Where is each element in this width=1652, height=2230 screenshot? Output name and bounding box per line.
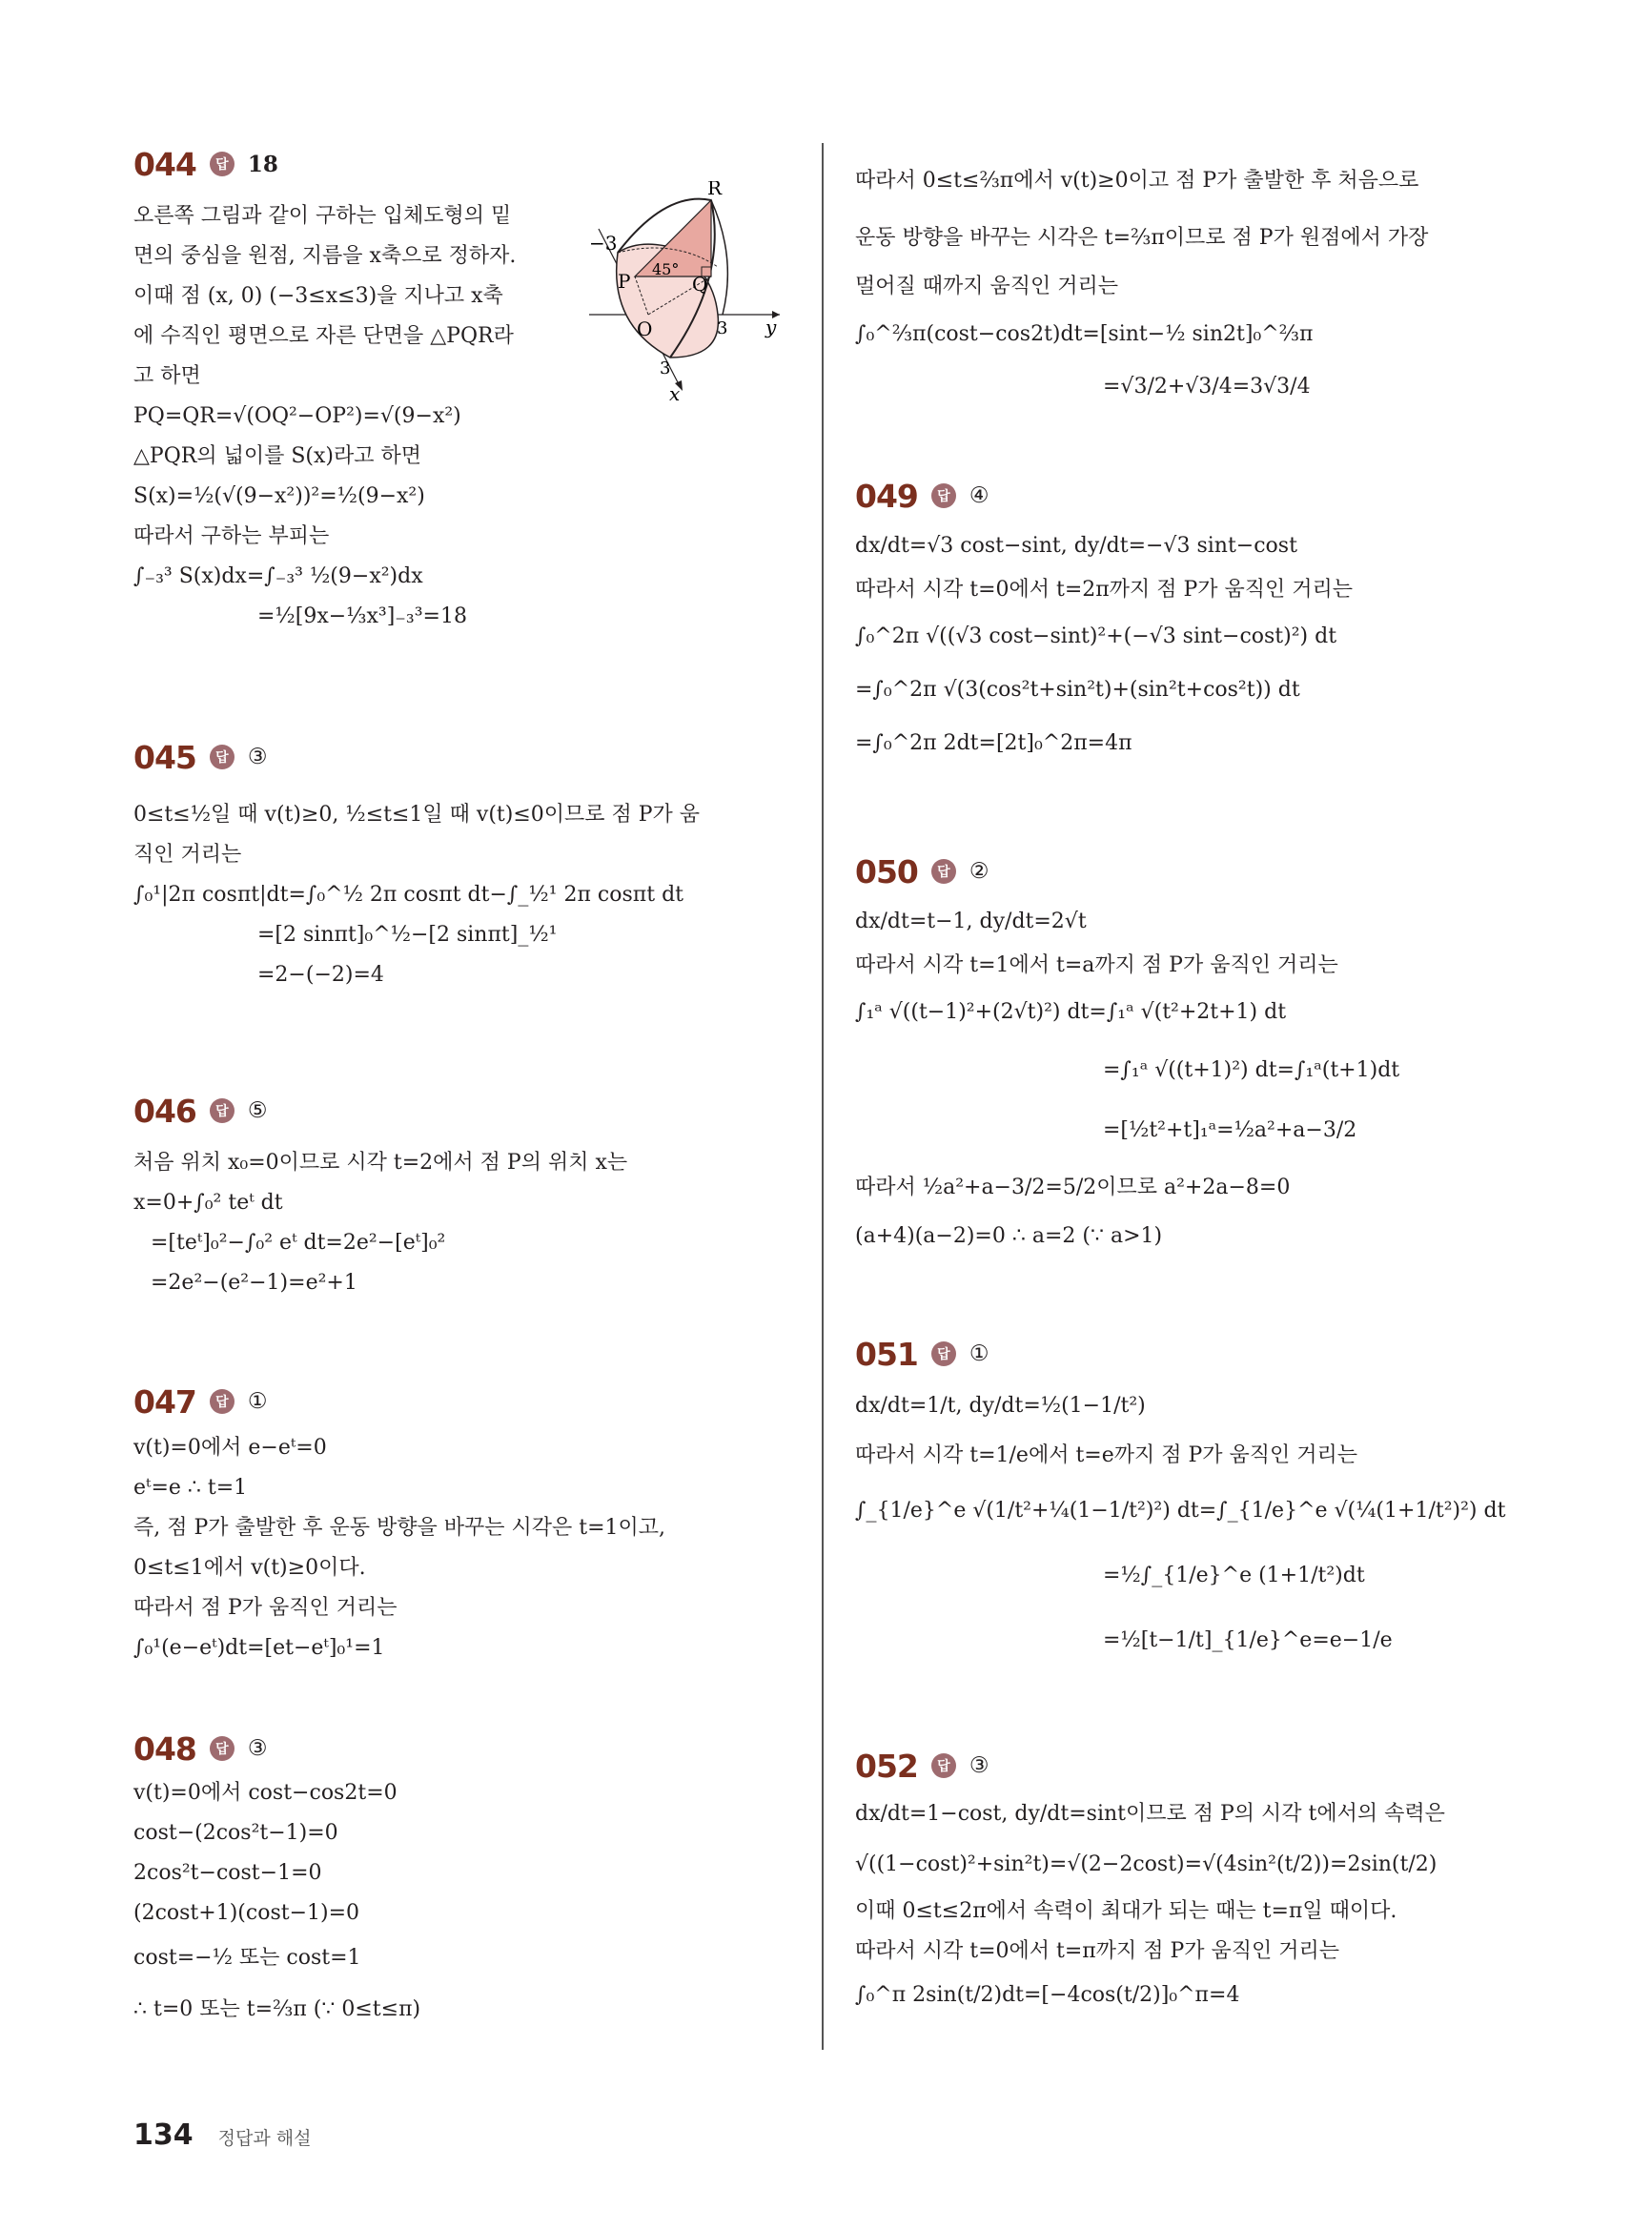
solution-line: ∫₁ᵃ √((t−1)²+(2√t)²) dt=∫₁ᵃ √(t²+2t+1) dt <box>855 1000 1287 1024</box>
solution-line: ∫₀^π 2sin(t/2)dt=[−4cos(t/2)]₀^π=4 <box>855 1983 1240 2007</box>
solution-line: ∫₀^2π √((√3 cost−sint)²+(−√3 sint−cost)²) dt <box>855 624 1337 648</box>
problem-number: 045 <box>133 738 196 776</box>
solid-cross-section-figure <box>589 181 789 400</box>
solution-line: v(t)=0에서 cost−cos2t=0 <box>133 1781 398 1805</box>
problem-header <box>133 143 791 185</box>
solution-line: 처음 위치 x₀=0이므로 시각 t=2에서 점 P의 위치 x는 <box>133 1151 628 1175</box>
solution-line: 따라서 시각 t=0에서 t=2π까지 점 P가 움직인 거리는 <box>855 578 1354 602</box>
solution-line: 직인 거리는 <box>133 843 242 867</box>
solution-line: =½[t−1/t]_{1/e}^e=e−1/e <box>1103 1628 1393 1652</box>
label-3-x: 3 <box>660 358 671 378</box>
solution-line: 따라서 점 P가 움직인 거리는 <box>133 1596 398 1620</box>
solution-line: 고 하면 <box>133 364 201 388</box>
solution-line: 따라서 시각 t=0에서 t=π까지 점 P가 움직인 거리는 <box>855 1939 1340 1963</box>
problem-number: 046 <box>133 1092 196 1130</box>
problem-048-continued <box>855 153 1541 412</box>
solution-line: =∫₀^2π √(3(cos²t+sin²t)+(sin²t+cos²t)) dt <box>855 678 1300 702</box>
solution-line: 따라서 ½a²+a−3/2=5/2이므로 a²+2a−8=0 <box>855 1176 1291 1199</box>
solution-line: 오른쪽 그림과 같이 구하는 입체도형의 밑 <box>133 204 512 228</box>
solution-line: =½∫_{1/e}^e (1+1/t²)dt <box>1103 1564 1365 1587</box>
solution-line: dx/dt=1/t, dy/dt=½(1−1/t²) <box>855 1394 1146 1418</box>
solution-line: =½[9x−⅓x³]₋₃³=18 <box>257 604 467 628</box>
label-y: y <box>765 316 777 338</box>
answer-value: ⑤ <box>247 1098 268 1123</box>
answer-badge: 답 <box>931 483 956 508</box>
problem-header <box>133 1381 791 1422</box>
footer-title: 정답과 해설 <box>217 2128 312 2149</box>
problem-header <box>133 1728 791 1770</box>
solution-line: PQ=QR=√(OQ²−OP²)=√(9−x²) <box>133 404 461 428</box>
problem-051 <box>855 1333 1541 1672</box>
solution-line: ∴ t=0 또는 t=⅔π (∵ 0≤t≤π) <box>133 1997 421 2021</box>
solution-line: 즉, 점 P가 출발한 후 운동 방향을 바꾸는 시각은 t=1이고, <box>133 1516 666 1540</box>
label-r: R <box>707 181 723 199</box>
page-number: 134 <box>133 2118 194 2152</box>
solution-line: 따라서 구하는 부피는 <box>133 524 330 548</box>
solution-line: =∫₀^2π 2dt=[2t]₀^2π=4π <box>855 731 1132 755</box>
solution-line: (2cost+1)(cost−1)=0 <box>133 1901 360 1925</box>
problem-number: 051 <box>855 1335 918 1373</box>
problem-047 <box>133 1381 791 1668</box>
answer-value: ④ <box>969 483 989 508</box>
solution-line: cost−(2cos²t−1)=0 <box>133 1821 338 1845</box>
label-angle: 45° <box>652 260 680 278</box>
solution-line: =2−(−2)=4 <box>257 963 384 987</box>
problem-header <box>855 1745 1541 1787</box>
label-minus3: −3 <box>589 232 618 255</box>
answer-value: ② <box>969 859 989 884</box>
label-o: O <box>637 317 653 340</box>
label-q: Q <box>692 273 708 296</box>
answer-value: ① <box>247 1389 268 1414</box>
answer-badge: 답 <box>210 745 235 769</box>
solution-line: v(t)=0에서 e−eᵗ=0 <box>133 1436 327 1460</box>
problem-number: 047 <box>133 1382 196 1421</box>
answer-badge: 답 <box>210 1389 235 1414</box>
label-3-y: 3 <box>717 318 728 338</box>
solution-line: eᵗ=e ∴ t=1 <box>133 1476 248 1500</box>
solution-line: dx/dt=√3 cost−sint, dy/dt=−√3 sint−cost <box>855 534 1297 558</box>
solution-line: 따라서 0≤t≤⅔π에서 v(t)≥0이고 점 P가 출발한 후 처음으로 <box>855 169 1419 193</box>
problem-header <box>133 1090 791 1132</box>
problem-number: 049 <box>855 477 918 515</box>
answer-value: ① <box>969 1341 989 1366</box>
answer-value: ③ <box>247 1736 268 1761</box>
solution-line: 운동 방향을 바꾸는 시각은 t=⅔π이므로 점 P가 원점에서 가장 <box>855 226 1429 250</box>
problem-045 <box>133 736 791 995</box>
solution-line: =∫₁ᵃ √((t+1)²) dt=∫₁ᵃ(t+1)dt <box>1103 1058 1400 1082</box>
problem-number: 048 <box>133 1729 196 1768</box>
answer-value: ③ <box>247 745 268 769</box>
solution-line: 따라서 시각 t=1에서 t=a까지 점 P가 움직인 거리는 <box>855 953 1338 977</box>
answer-badge: 답 <box>210 1736 235 1761</box>
solution-line: x=0+∫₀² teᵗ dt <box>133 1191 283 1215</box>
solution-line: 0≤t≤½일 때 v(t)≥0, ½≤t≤1일 때 v(t)≤0이므로 점 P가 움 <box>133 803 701 827</box>
solution-line: (a+4)(a−2)=0 ∴ a=2 (∵ a>1) <box>855 1224 1163 1248</box>
problem-header <box>855 850 1541 892</box>
problem-050 <box>855 850 1541 1257</box>
answer-value: 18 <box>247 151 278 177</box>
solution-line: 에 수직인 평면으로 자른 단면을 △PQR라 <box>133 324 514 348</box>
problem-046 <box>133 1090 791 1303</box>
solution-line: 면의 중심을 원점, 지름을 x축으로 정하자. <box>133 244 517 268</box>
solution-line: =[2 sinπt]₀^½−[2 sinπt]_½¹ <box>257 923 558 947</box>
solution-line: 따라서 시각 t=1/e에서 t=e까지 점 P가 움직인 거리는 <box>855 1443 1358 1467</box>
solution-line: 멀어질 때까지 움직인 거리는 <box>855 275 1119 298</box>
answer-badge: 답 <box>931 1753 956 1778</box>
solution-line: S(x)=½(√(9−x²))²=½(9−x²) <box>133 484 425 508</box>
solution-line: cost=−½ 또는 cost=1 <box>133 1946 361 1970</box>
answer-badge: 답 <box>210 152 235 176</box>
solution-line: =2e²−(e²−1)=e²+1 <box>151 1271 357 1295</box>
problem-header <box>133 736 791 778</box>
problem-052 <box>855 1745 1541 2019</box>
problem-044 <box>133 143 791 637</box>
solution-line: 2cos²t−cost−1=0 <box>133 1861 322 1885</box>
solution-line: dx/dt=1−cost, dy/dt=sint이므로 점 P의 시각 t에서의 속력은 <box>855 1802 1445 1826</box>
problem-number: 044 <box>133 145 196 183</box>
solution-line: ∫_{1/e}^e √(1/t²+¼(1−1/t²)²) dt=∫_{1/e}^e √(¼(1+1/t²)²) dt <box>855 1499 1506 1523</box>
solution-line: 0≤t≤1에서 v(t)≥0이다. <box>133 1556 366 1580</box>
problem-048 <box>133 1728 791 2036</box>
solution-line: ∫₀^⅔π(cost−cos2t)dt=[sint−½ sin2t]₀^⅔π <box>855 322 1314 346</box>
solution-line: 이때 점 (x, 0) (−3≤x≤3)을 지나고 x축 <box>133 284 503 308</box>
column-divider <box>822 143 824 2050</box>
solution-line: =[teᵗ]₀²−∫₀² eᵗ dt=2e²−[eᵗ]₀² <box>151 1231 446 1255</box>
label-p: P <box>618 270 631 293</box>
solution-line: dx/dt=t−1, dy/dt=2√t <box>855 910 1087 933</box>
solution-line: ∫₀¹|2π cosπt|dt=∫₀^½ 2π cosπt dt−∫_½¹ 2π cosπt dt <box>133 883 683 907</box>
label-x: x <box>669 382 681 400</box>
answer-badge: 답 <box>931 1341 956 1366</box>
problem-number: 052 <box>855 1747 918 1785</box>
solution-line: 이때 0≤t≤2π에서 속력이 최대가 되는 때는 t=π일 때이다. <box>855 1899 1397 1923</box>
solution-line: √((1−cost)²+sin²t)=√(2−2cost)=√(4sin²(t/2))=2sin(t/2) <box>855 1852 1438 1876</box>
problem-049 <box>855 475 1541 770</box>
solution-line: ∫₋₃³ S(x)dx=∫₋₃³ ½(9−x²)dx <box>133 564 423 588</box>
answer-value: ③ <box>969 1753 989 1778</box>
answer-badge: 답 <box>931 859 956 884</box>
problem-header <box>855 475 1541 517</box>
solution-line: △PQR의 넓이를 S(x)라고 하면 <box>133 444 421 468</box>
answer-badge: 답 <box>210 1098 235 1123</box>
page-footer <box>133 2118 311 2152</box>
solution-line: =√3/2+√3/4=3√3/4 <box>1103 375 1311 399</box>
solution-line: =[½t²+t]₁ᵃ=½a²+a−3/2 <box>1103 1118 1357 1142</box>
problem-number: 050 <box>855 852 918 890</box>
problem-header <box>855 1333 1541 1375</box>
solution-line: ∫₀¹(e−eᵗ)dt=[et−eᵗ]₀¹=1 <box>133 1636 385 1660</box>
